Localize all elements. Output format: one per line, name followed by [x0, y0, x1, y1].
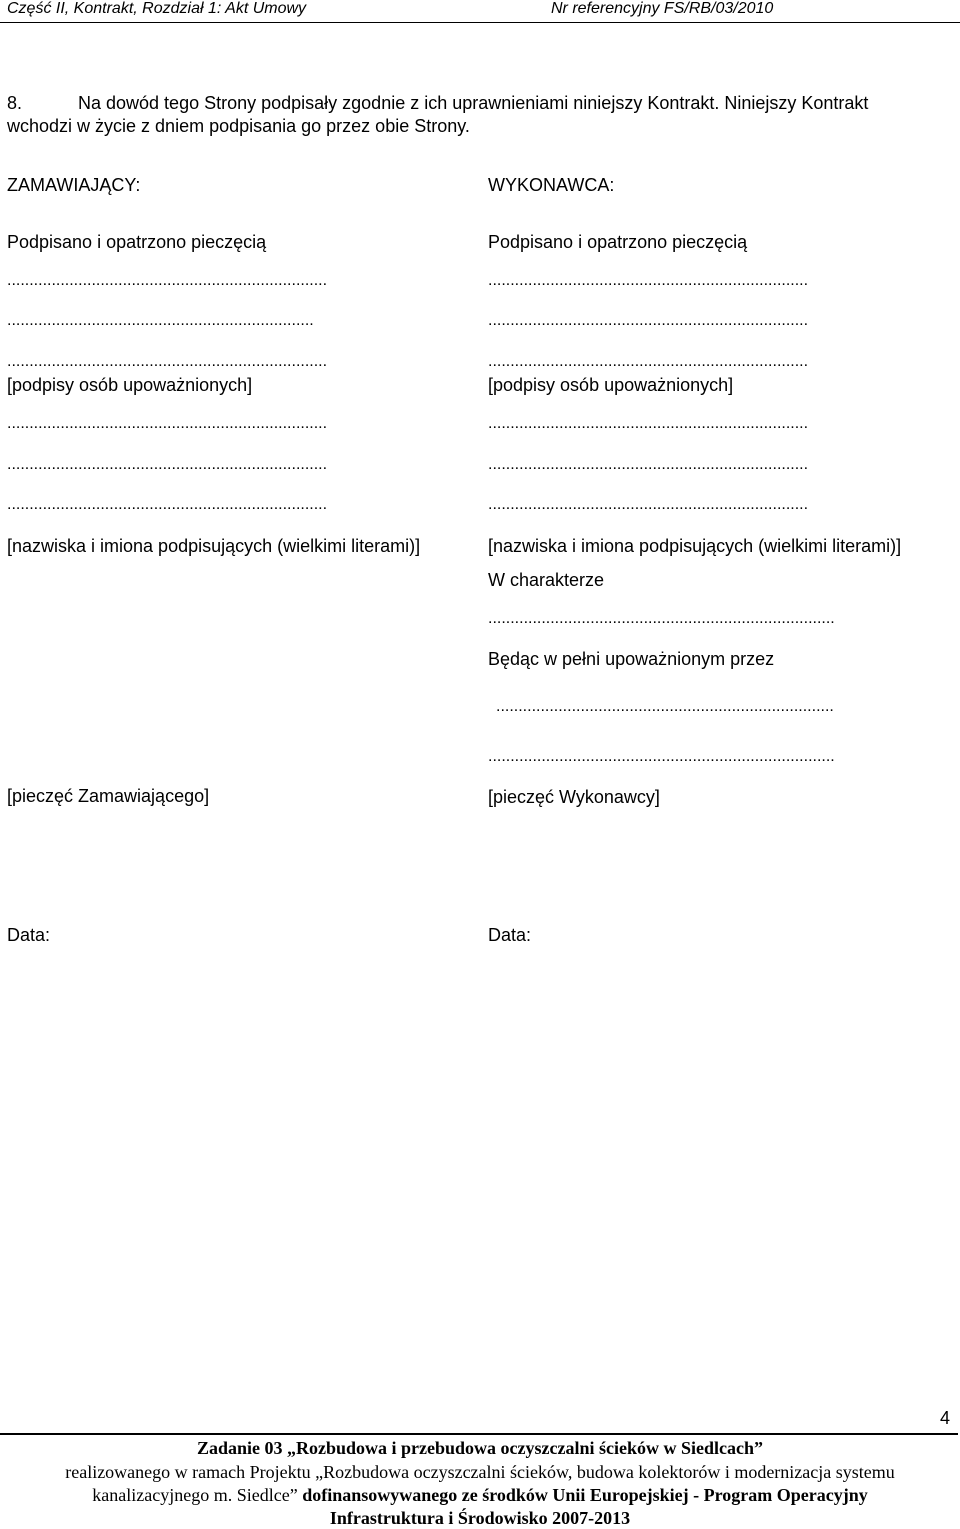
right-dots-6: ........................................................................	[488, 496, 809, 513]
footer-divider	[0, 1433, 958, 1435]
clause-line-1: Na dowód tego Strony podpisały zgodnie z ich uprawnieniami niniejszy Kontrakt. Niniejszy Kontrakt	[78, 93, 869, 113]
left-dots-3: ........................................................................	[7, 353, 328, 370]
right-date-label: Data:	[488, 925, 532, 945]
footer-line-3-plain: kanalizacyjnego m. Siedlce”	[92, 1485, 298, 1505]
footer-line-2: realizowanego w ramach Projektu „Rozbudowa oczyszczalni ścieków, budowa kolektorów i modernizacja systemu	[65, 1462, 895, 1482]
left-dots-6: ........................................................................	[7, 496, 328, 513]
right-dots-8: ............................................................................	[496, 698, 834, 715]
left-signatures-label: [podpisy osób upoważnionych]	[7, 375, 253, 395]
right-dots-3: ........................................................................	[488, 353, 809, 370]
page-number: 4	[940, 1408, 951, 1428]
left-stamp-label: [pieczęć Zamawiającego]	[7, 786, 210, 806]
right-authorized-label: Będąc w pełni upoważnionym przez	[488, 649, 775, 669]
left-dots-2: .....................................................................	[7, 312, 314, 329]
right-dots-7: ..............................................................................	[488, 610, 835, 627]
footer-line-4: Infrastruktura i Środowisko 2007-2013	[329, 1508, 631, 1528]
header-right: Nr referencyjny FS/RB/03/2010	[551, 0, 774, 17]
right-capacity-label: W charakterze	[488, 570, 605, 590]
left-title: ZAMAWIAJĄCY:	[7, 175, 141, 195]
header-left: Część II, Kontrakt, Rozdział 1: Akt Umowy	[7, 0, 307, 17]
right-dots-4: ........................................................................	[488, 415, 809, 432]
right-signed: Podpisano i opatrzono pieczęcią	[488, 232, 748, 252]
right-dots-9: ..............................................................................	[488, 748, 835, 765]
footer-line-3-bold: dofinansowywanego ze środków Unii Europejskiej - Program Operacyjny	[302, 1485, 868, 1505]
clause-line-2: wchodzi w życie z dniem podpisania go przez obie Strony.	[7, 116, 470, 136]
left-date-label: Data:	[7, 925, 51, 945]
right-title: WYKONAWCA:	[488, 175, 615, 195]
left-dots-1: ........................................................................	[7, 272, 328, 289]
right-dots-2: ........................................................................	[488, 312, 809, 329]
left-names-label: [nazwiska i imiona podpisujących (wielkimi literami)]	[7, 536, 421, 556]
right-stamp-label: [pieczęć Wykonawcy]	[488, 787, 660, 807]
left-dots-4: ........................................................................	[7, 415, 328, 432]
clause-number: 8.	[7, 93, 23, 113]
header-divider	[0, 22, 960, 23]
footer-line-1: Zadanie 03 „Rozbudowa i przebudowa oczyszczalni ścieków w Siedlcach”	[196, 1438, 763, 1458]
right-signatures-label: [podpisy osób upoważnionych]	[488, 375, 734, 395]
footer-line-3	[0, 1485, 960, 1506]
left-signed: Podpisano i opatrzono pieczęcią	[7, 232, 267, 252]
left-dots-5: ........................................................................	[7, 456, 328, 473]
right-dots-5: ........................................................................	[488, 456, 809, 473]
right-dots-1: ........................................................................	[488, 272, 809, 289]
right-names-label: [nazwiska i imiona podpisujących (wielkimi literami)]	[488, 536, 902, 556]
